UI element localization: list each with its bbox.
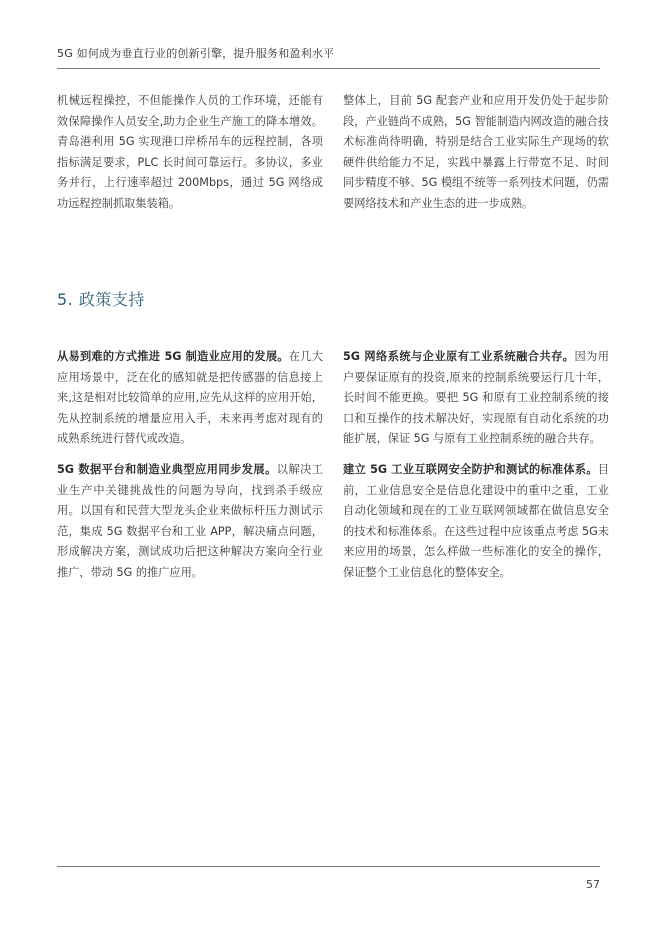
policy-lead-3: 5G 网络系统与企业原有工业系统融合共存。 xyxy=(343,350,575,363)
policy-lead-1: 从易到难的方式推进 5G 制造业应用的发展。 xyxy=(57,350,289,363)
policy-paragraph-1 xyxy=(57,347,323,450)
top-right-column xyxy=(343,91,609,225)
policy-paragraph-2 xyxy=(57,460,323,584)
top-left-paragraph: 机械远程操控，不但能操作人员的工作环境，还能有效保障操作人员安全,助力企业生产施工的降本增效。青岛港利用 5G 实现港口岸桥吊车的远程控制，各项指标满足要求，PLC 长时间可靠运行。多协议，多业务并行，上行速率超过 200Mbps，通过 5G 网络成功远程控制抓取集装箱。 xyxy=(57,94,323,210)
top-right-paragraph: 整体上，目前 5G 配套产业和应用开发仍处于起步阶段，产业链尚不成熟，5G 智能制造内网改造的融合技术标准尚待明确，特别是结合工业实际生产现场的软硬件供给能力不足，实践中暴露上行带宽不足、时间同步精度不够、5G 模组不统等一系列技术问题，仍需要网络技术和产业生态的进一步成熟。 xyxy=(343,94,609,210)
policy-body-2: 以解决工业生产中关键挑战性的问题为导向，找到杀手级应用。以国有和民营大型龙头企业来做标杆压力测试示范，集成 5G 数据平台和工业 APP，解决痛点问题，形成解决方案，测试成功后把这种解决方案向全行业推广，带动 5G 的推广应用。 xyxy=(57,462,323,579)
policy-lead-2: 5G 数据平台和制造业典型应用同步发展。 xyxy=(57,462,277,476)
policy-right-column xyxy=(343,347,609,594)
header-divider xyxy=(57,68,600,69)
section-title: 5. 政策支持 xyxy=(57,290,145,309)
policy-body-3: 因为用户要保证原有的投资,原来的控制系统要运行几十年，长时间不能更换。要把 5G 和原有工业控制系统的接口和互操作的技术解决好，实现原有自动化系统的功能扩展，保证 5G 与原有工业控制系统的融合共存。 xyxy=(343,350,609,446)
page-number: 57 xyxy=(586,878,600,891)
footer-divider xyxy=(57,866,600,867)
top-left-column xyxy=(57,91,323,225)
policy-body-1: 在几大应用场景中，泛在化的感知就是把传感器的信息接上来,这是相对比较简单的应用,应先从这样的应用开始，先从控制系统的增量应用入手，未来再考虑对现有的成熟系统进行替代或改造。 xyxy=(57,350,323,446)
policy-body-4: 目前，工业信息安全是信息化建设中的重中之重，工业自动化领域和现在的工业互联网领域都在做信息安全的技术和标准体系。在这些过程中应该重点考虑 5G未来应用的场景，怎么样做一些标准化的安全的操作，保证整个工业信息化的整体安全。 xyxy=(343,462,609,579)
policy-left-column xyxy=(57,347,323,594)
running-header-title: 5G 如何成为垂直行业的创新引擎，提升服务和盈利水平 xyxy=(57,47,335,60)
policy-paragraph-3 xyxy=(343,347,609,450)
policy-paragraph-4 xyxy=(343,460,609,584)
policy-lead-4: 建立 5G 工业互联网安全防护和测试的标准体系。 xyxy=(343,462,598,476)
